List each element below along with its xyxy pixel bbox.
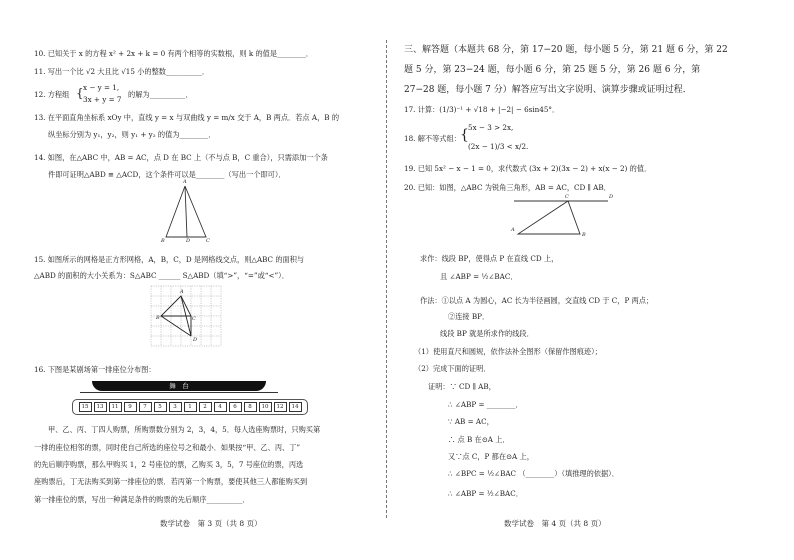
seat: 5 <box>154 402 167 412</box>
zuofa-line2: ②连接 BP． <box>448 312 490 321</box>
brace-icon: { <box>76 86 84 100</box>
seat: 15 <box>79 402 92 412</box>
figure15-label-b: B <box>156 315 160 321</box>
seat: 10 <box>259 402 272 412</box>
proof-line2: ∴ ∠ABP = ________． <box>448 400 523 409</box>
question-16-para4: 座购票后，丁无法购买到第一排座位的票．若丙第一个购票，要使其他三人都能购买到 <box>34 477 308 486</box>
qiuzuo-line1: 求作：线段 BP，使得点 P 在直线 CD 上， <box>420 254 559 263</box>
figure20-label-c: C <box>565 194 569 200</box>
question-18-eq2: (2x − 1)/3 < x/2. <box>468 142 529 151</box>
question-19: 19. 已知 5x² − x − 1 = 0，求代数式 (3x + 2)(3x − 2) + x(x − 2) 的值． <box>404 164 652 173</box>
figure14-label-a: A <box>183 179 187 185</box>
seat: 14 <box>289 402 302 412</box>
question-16-para2: 一排的座位相邻的票，同时使自己所选的座位号之和最小．如果按“甲、乙、丙、丁” <box>34 443 301 452</box>
section-3-line1: 三、解答题（本题共 68 分，第 17−20 题，每小题 5 分，第 21 题 6 分，第 22 <box>404 45 728 55</box>
seat: 9 <box>124 402 137 412</box>
question-14-line2: 件即可证明△ABD ≌ △ACD，这个条件可以是________（写出一个即可）． <box>48 170 286 179</box>
proof-line4: ∴ 点 B 在⊙A 上． <box>448 435 510 444</box>
figure14-label-b: B <box>161 238 165 244</box>
question-13-line2: 纵坐标分别为 y₁，y₂，则 y₁ + y₂ 的值为________． <box>48 130 216 139</box>
zuofa-line3: 线段 BP 就是所求作的线段． <box>440 329 534 338</box>
seat: 7 <box>139 402 152 412</box>
question-13-line1: 13. 在平面直角坐标系 xOy 中，直线 y = x 与双曲线 y = m/x 交于 A，B 两点．若点 A，B 的 <box>34 113 340 122</box>
seat: 6 <box>229 402 242 412</box>
section-3-line3: 27−28 题，每小题 7 分）解答应写出文字说明、演算步骤或证明过程． <box>404 85 692 95</box>
question-12-eq2: 3x + y = 7 <box>83 95 122 104</box>
left-page <box>0 0 384 560</box>
seat: 3 <box>169 402 182 412</box>
figure20-label-b: B <box>582 232 586 238</box>
brace-icon: { <box>460 127 469 143</box>
seat: 8 <box>244 402 257 412</box>
question-12-number: 12. 方程组 <box>34 90 70 99</box>
question-12-eq1: x − y = 1, <box>83 83 120 92</box>
figure20-label-d: D <box>609 194 614 200</box>
question-12-tail: 的解为__________． <box>128 90 193 99</box>
seat: 13 <box>94 402 107 412</box>
figure15-label-c: C <box>192 316 196 322</box>
question-14-line1: 14. 如图，在△ABC 中，AB = AC，点 D 在 BC 上（不与点 B，C 重合），只需添加一个条 <box>34 153 328 162</box>
seat: 11 <box>109 402 122 412</box>
proof-line1: 证明：∵ CD ∥ AB， <box>428 382 496 391</box>
question-15-line2: △ABD 的面积的大小关系为：S△ABC ______ S△ABD（填“>”，“=”或“<”）． <box>34 271 289 280</box>
seat: 2 <box>199 402 212 412</box>
seat: 12 <box>274 402 287 412</box>
figure20-label-a: A <box>511 227 515 233</box>
part-1: （1）使用直尺和圆规，依作法补全图形（保留作图痕迹）； <box>414 347 602 356</box>
figure14-label-c: C <box>206 238 210 244</box>
proof-line7: ∴ ∠ABP = ½∠BAC． <box>448 489 523 498</box>
right-page <box>384 0 794 560</box>
figure-triangle-abc <box>158 180 228 246</box>
question-16-para1: 甲、乙、丙、丁四人购票，所购票数分别为 2，3，4，5．每人选座购票时，只购买第 <box>48 425 321 434</box>
question-11: 11. 写出一个比 √2 大且比 √15 小的整数__________． <box>34 67 210 76</box>
part-2: （2）完成下面的证明． <box>414 364 491 373</box>
zuofa-line1: 作法：①以点 A 为圆心，AC 长为半径画圆，交直线 CD 于 C，P 两点； <box>420 296 654 305</box>
stage <box>92 381 266 391</box>
section-3-line2: 题 5 分，第 23−24 题，每小题 6 分，第 25 题 5 分，第 26 题 6 分，第 <box>404 65 701 75</box>
page-footer-left: 数学试卷 第 3 页（共 8 页） <box>160 519 262 528</box>
figure15-label-d: D <box>193 337 198 343</box>
question-20: 20. 已知：如图，△ABC 为锐角三角形，AB = AC，CD ∥ AB． <box>404 183 611 192</box>
question-16-line1: 16. 下图是某剧场第一排座位分布图： <box>34 365 156 374</box>
qiuzuo-line2: 且 ∠ABP = ½∠BAC． <box>440 272 518 281</box>
figure14-label-d: D <box>186 238 191 244</box>
question-16-para3: 的先后顺序购票，那么甲购买 1，2 号座位的票，乙购买 3，5，7 号座位的票，丙选 <box>34 460 304 469</box>
seat: 1 <box>184 402 197 412</box>
proof-line6: ∴ ∠BPC = ½∠BAC （________）（填推理的依据）． <box>448 469 619 478</box>
question-17: 17. 计算：(1/3)⁻¹ + √18 + |−2| − 6sin45°． <box>404 105 560 114</box>
proof-line5: 又∵点 C，P 都在⊙A 上， <box>448 452 534 461</box>
question-15-line1: 15. 如图所示的网格是正方形网格，A，B，C，D 是网格线交点，则△ABC 的面积与 <box>34 255 305 264</box>
stage-edge <box>80 392 278 393</box>
question-16-para5: 第一排座位的票，写出一种满足条件的购票的先后顺序__________． <box>34 495 250 504</box>
proof-line3: ∵ AB = AC， <box>448 417 494 426</box>
seat-row <box>72 399 308 415</box>
question-18-number: 18. 解不等式组： <box>404 134 461 143</box>
page-footer-right: 数学试卷 第 4 页（共 8 页） <box>504 519 606 528</box>
stage-label: 舞 台 <box>169 382 189 390</box>
seat: 4 <box>214 402 227 412</box>
figure15-label-a: A <box>180 289 184 295</box>
question-18-eq1: 5x − 3 > 2x, <box>468 123 514 132</box>
figure-triangle-cd-parallel <box>508 192 618 240</box>
question-10: 10. 已知关于 x 的方程 x² + 2x + k = 0 有两个相等的实数根，则 k 的值是________． <box>34 49 313 58</box>
